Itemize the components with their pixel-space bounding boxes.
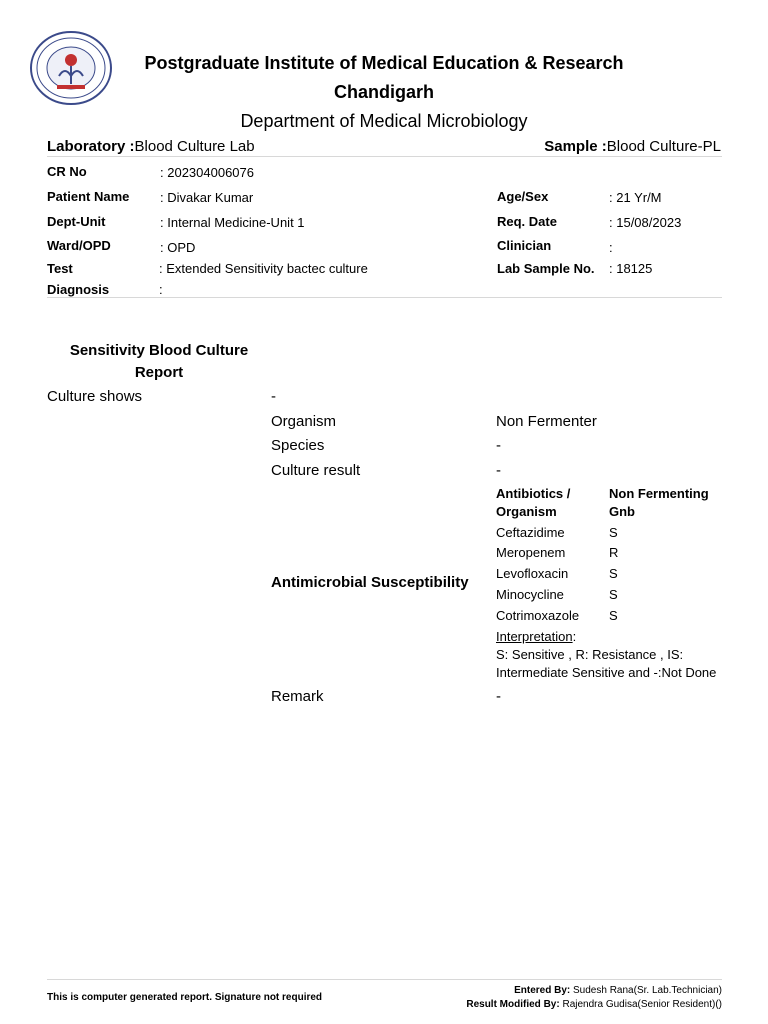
dept-unit-label: Dept-Unit (47, 214, 106, 229)
clinician-value: : (609, 240, 613, 255)
laboratory-label: Laboratory : (47, 138, 135, 155)
antibiotic-name: Levofloxacin (496, 566, 569, 581)
diagnosis-value: : (159, 282, 163, 297)
species-value: - (496, 437, 501, 454)
cr-number: 202304006076 (167, 165, 254, 180)
patient-name-label: Patient Name (47, 189, 130, 204)
interpretation-heading: Interpretation: (496, 629, 577, 644)
ward-label: Ward/OPD (47, 238, 111, 253)
antibiotic-result: S (609, 525, 618, 540)
modified-by-value: Rajendra Gudisa(Senior Resident)() (562, 999, 722, 1010)
cr-value: : 202304006076 (160, 165, 254, 180)
dept-unit: Internal Medicine-Unit 1 (167, 215, 305, 230)
divider (47, 156, 722, 157)
req-date: 15/08/2023 (616, 215, 682, 230)
culture-result-value: - (496, 462, 501, 479)
abx-header-line: Gnb (609, 504, 635, 519)
divider (47, 297, 722, 298)
dept-unit-value: : Internal Medicine-Unit 1 (160, 215, 305, 230)
patient-name-value: : Divakar Kumar (160, 190, 254, 205)
interpretation-label: Interpretation (496, 629, 573, 644)
culture-result-label: Culture result (271, 462, 361, 479)
report-title (47, 340, 271, 384)
report-title-line2: Report (134, 364, 184, 381)
entered-by (514, 985, 722, 996)
ward: OPD (167, 240, 196, 255)
test-label: Test (47, 261, 73, 276)
antibiotic-name: Minocycline (496, 587, 564, 602)
entered-by-label: Entered By: (514, 985, 571, 996)
antibiotic-result: S (609, 566, 618, 581)
test-value: : Extended Sensitivity bactec culture (159, 261, 368, 276)
organism-value: Non Fermenter (496, 413, 597, 430)
footer-note: This is computer generated report. Signature not required (47, 992, 323, 1003)
sample-label: Sample : (544, 138, 607, 155)
antibiotic-name: Cotrimoxazole (496, 608, 580, 623)
antimicrobial-susceptibility-label: Antimicrobial Susceptibility (271, 574, 469, 591)
laboratory-field (47, 138, 255, 155)
interpretation-line: Intermediate Sensitive and -:Not Done (496, 665, 717, 680)
lab-sample-no-value: : 18125 (609, 261, 653, 276)
abx-header-line: Antibiotics / (496, 486, 571, 501)
interpretation-line: S: Sensitive , R: Resistance , IS: (496, 647, 684, 662)
footer-divider (47, 979, 722, 980)
diagnosis-label: Diagnosis (47, 282, 110, 297)
lab-sample-no-label: Lab Sample No. (497, 261, 595, 276)
entered-by-value: Sudesh Rana(Sr. Lab.Technician) (573, 985, 722, 996)
sample-value: Blood Culture-PL (606, 138, 721, 155)
req-date-label: Req. Date (497, 214, 557, 229)
patient-name: Divakar Kumar (167, 190, 254, 205)
antibiotic-name: Ceftazidime (496, 525, 565, 540)
culture-shows-label: Culture shows (47, 388, 143, 405)
antibiotic-result: S (609, 587, 618, 602)
cr-label: CR No (47, 164, 87, 179)
laboratory-value: Blood Culture Lab (134, 138, 255, 155)
age-sex: 21 Yr/M (616, 190, 662, 205)
age-sex-label: Age/Sex (497, 189, 549, 204)
department-name: Department of Medical Microbiology (240, 111, 528, 131)
sample-field (544, 138, 721, 155)
age-sex-value: : 21 Yr/M (609, 190, 662, 205)
antibiotic-result: S (609, 608, 618, 623)
modified-by (466, 999, 722, 1010)
ward-value: : OPD (160, 240, 196, 255)
modified-by-label: Result Modified By: (466, 999, 560, 1010)
remark-value: - (496, 688, 501, 705)
req-date-value: : 15/08/2023 (609, 215, 682, 230)
organism-label: Organism (271, 413, 337, 430)
remark-label: Remark (271, 688, 324, 705)
abx-header-organism (609, 485, 709, 521)
antibiotic-name: Meropenem (496, 545, 566, 560)
culture-shows-value: - (271, 388, 276, 405)
species-label: Species (271, 437, 325, 454)
institute-city: Chandigarh (333, 82, 434, 102)
clinician-label: Clinician (497, 238, 552, 253)
institute-name: Postgraduate Institute of Medical Education & Research (144, 53, 624, 73)
abx-header-line: Organism (496, 504, 557, 519)
abx-header-line: Non Fermenting (609, 486, 709, 501)
abx-header-antibiotics (496, 485, 570, 521)
report-title-line1: Sensitivity Blood Culture (69, 342, 249, 359)
antibiotic-result: R (609, 545, 619, 560)
